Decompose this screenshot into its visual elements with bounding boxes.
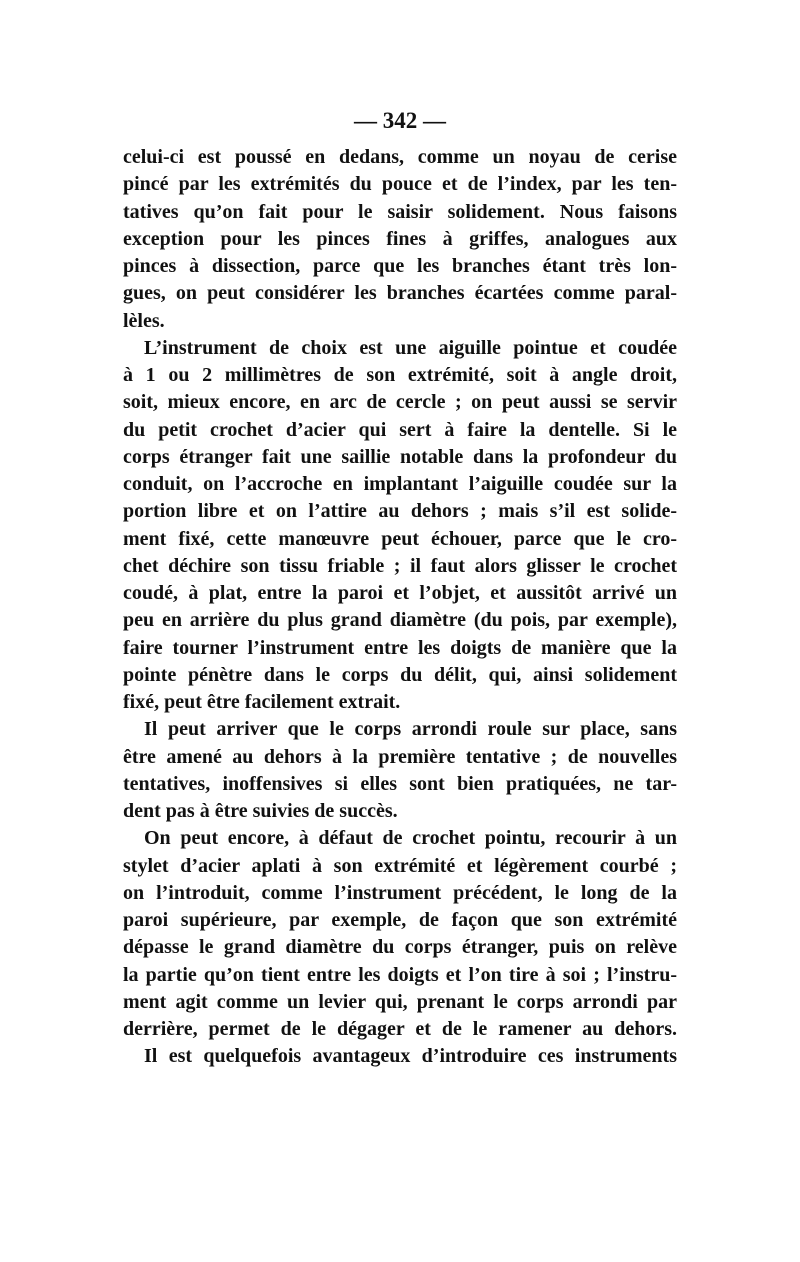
text-line: peu en arrière du plus grand diamètre (du pois, par exemple), xyxy=(123,609,677,632)
text-line: ment agit comme un levier qui, prenant le corps arrondi par xyxy=(123,990,677,1013)
text-line: pointe pénètre dans le corps du délit, qui, ainsi solidement xyxy=(123,663,677,686)
text-line: à 1 ou 2 millimètres de son extrémité, soit à angle droit, xyxy=(123,364,677,386)
text-line: portion libre et on l’attire au dehors ; mais s’il est solide- xyxy=(123,500,677,523)
text-line: stylet d’acier aplati à son extrémité et légèrement courbé ; xyxy=(123,854,677,877)
text-line: ment fixé, cette manœuvre peut échouer, parce que le cro- xyxy=(123,527,677,550)
text-line: du petit crochet d’acier qui sert à faire la dentelle. Si le xyxy=(123,418,677,441)
text-line: soit, mieux encore, en arc de cercle ; on peut aussi se servir xyxy=(123,391,677,414)
body-text xyxy=(123,144,677,1071)
text-line: celui-ci est poussé en dedans, comme un noyau de cerise xyxy=(123,146,677,168)
text-line: derrière, permet de le dégager et de le ramener au dehors. xyxy=(123,1018,677,1040)
text-line: paroi supérieure, par exemple, de façon que son extrémité xyxy=(123,909,677,931)
text-line: fixé, peut être facilement extrait. xyxy=(123,691,401,713)
text-line: chet déchire son tissu friable ; il faut alors glisser le crochet xyxy=(123,554,677,577)
text-line: On peut encore, à défaut de crochet pointu, recourir à un xyxy=(144,827,677,850)
text-line: Il peut arriver que le corps arrondi roule sur place, sans xyxy=(144,718,677,741)
text-line: la partie qu’on tient entre les doigts et l’on tire à soi ; l’instru- xyxy=(123,963,677,986)
text-line: L’instrument de choix est une aiguille pointue et coudée xyxy=(144,336,677,359)
text-line: pinces à dissection, parce que les branches étant très lon- xyxy=(123,255,677,277)
text-line: tatives qu’on fait pour le saisir solidement. Nous faisons xyxy=(123,200,677,223)
text-line: pincé par les extrémités du pouce et de l’index, par les ten- xyxy=(123,173,677,196)
text-line: dent pas à être suivies de succès. xyxy=(123,800,398,822)
text-line: exception pour les pinces fines à griffes, analogues aux xyxy=(123,227,677,250)
text-line: lèles. xyxy=(123,309,165,332)
text-line: on l’introduit, comme l’instrument précédent, le long de la xyxy=(123,881,677,904)
text-line: conduit, on l’accroche en implantant l’aiguille coudée sur la xyxy=(123,473,677,495)
text-line: faire tourner l’instrument entre les doigts de manière que la xyxy=(123,636,677,659)
text-line: corps étranger fait une saillie notable dans la profondeur du xyxy=(123,445,677,468)
text-line: être amené au dehors à la première tentative ; de nouvelles xyxy=(123,745,677,768)
text-line: tentatives, inoffensives si elles sont bien pratiquées, ne tar- xyxy=(123,772,677,795)
text-line: gues, on peut considérer les branches écartées comme paral- xyxy=(123,282,677,305)
text-line: Il est quelquefois avantageux d’introduire ces instruments xyxy=(144,1045,677,1068)
text-line: dépasse le grand diamètre du corps étranger, puis on relève xyxy=(123,936,677,959)
page-number: — 342 — xyxy=(354,108,446,133)
text-line: coudé, à plat, entre la paroi et l’objet, et aussitôt arrivé un xyxy=(123,582,677,604)
